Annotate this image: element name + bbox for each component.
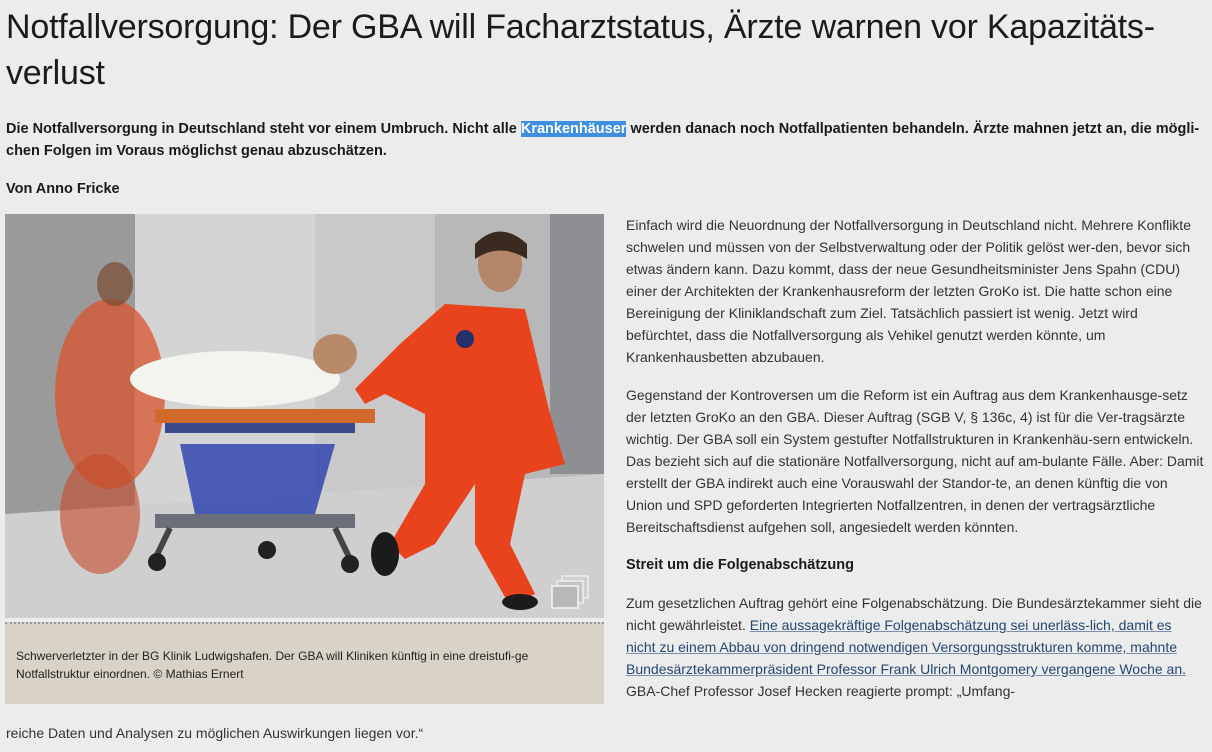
article-title: Notfallversorgung: Der GBA will Facharztstatus, Ärzte warnen vor Kapazitäts-verlust <box>6 8 1155 92</box>
photo-caption: Schwerverletzter in der BG Klinik Ludwigshafen. Der GBA will Kliniken künftig in eine dreistufi-ge Notfallstruktur einordnen. © Mathias Ernert <box>5 622 604 704</box>
paragraph-1: Einfach wird die Neuordnung der Notfallversorgung in Deutschland nicht. Mehrere Konflikte schwelen und müssen von der Selbstverwaltung oder der Politik gelöst wer-den, bevor sich etwas ändern kann. Dazu kommt, dass der neue Gesundheitsminister Jens Spahn (CDU) einer der Architekten der Krankenhausreform der letzten GroKo ist. Die hatte schon eine Bereinigung der Kliniklandschaft zum Ziel. Tatsächlich passiert ist wenig. Jetzt wird befürchtet, dass die Notfallversorgung als Vehikel genutzt werden könnte, um Krankenhausbetten abzubauen. <box>626 217 1191 365</box>
paragraph-continuation: reiche Daten und Analysen zu möglichen Auswirkungen liegen vor.“ <box>6 725 424 741</box>
paragraph-3-text-after: GBA-Chef Professor Josef Hecken reagierte prompt: „Umfang- <box>626 683 1016 699</box>
lead-text-before: Die Notfallversorgung in Deutschland steht vor einem Umbruch. Nicht alle <box>6 121 521 137</box>
article-body <box>626 214 1204 702</box>
article-author: Von Anno Fricke <box>6 181 120 197</box>
article-photo[interactable] <box>5 214 604 618</box>
paragraph-2: Gegenstand der Kontroversen um die Reform ist ein Auftrag aus dem Krankenhausge-setz der letzten GroKo an den GBA. Dieser Auftrag (SGB V, § 136c, 4) ist für die Ver-tragsärzte wichtig. Der GBA soll ein System gestufter Notfallstrukturen in Krankenhäu-sern entwickeln. Das bezieht sich auf die stationäre Notfallversorgung, nicht auf am-bulante Fälle. Aber: Damit erstellt der GBA indirekt auch eine Vorauswahl der Standor-te, an denen künftig die von Union und SPD geforderten Integrierten Notfallzentren, in denen der vertragsärztliche Bereitschaftsdienst aufgehen soll, angesiedelt werden könnten. <box>626 387 1204 535</box>
article-lead <box>6 118 1201 162</box>
lead-text-after: werden danach noch Notfallpatienten behandeln. Ärzte mahnen jetzt an, die mögli-chen Folgen im Voraus möglichst genau abzuschätzen. <box>6 121 1200 159</box>
section-subheading: Streit um die Folgenabschätzung <box>626 557 854 573</box>
paragraph-3 <box>626 592 1204 702</box>
article-figure <box>5 214 604 704</box>
photo-illustration <box>5 214 604 618</box>
paragraph-3-text-before: Zum gesetzlichen Auftrag gehört eine Folgenabschätzung. Die Bundesärztekammer sieht die nicht gewährleistet. <box>626 595 1202 633</box>
quote-link[interactable]: Eine aussagekräftige Folgenabschätzung sei unerläss-lich, damit es nicht zu einem Abbau von dringend notwendigen Versorgungsstrukturen komme, mahnte Bundesärztekammerpräsident Professor Frank Ulrich Montgomery vergangene Woche an. <box>626 617 1186 677</box>
lead-highlighted-word[interactable]: Krankenhäuser <box>520 121 627 137</box>
gallery-icon[interactable] <box>550 574 590 610</box>
